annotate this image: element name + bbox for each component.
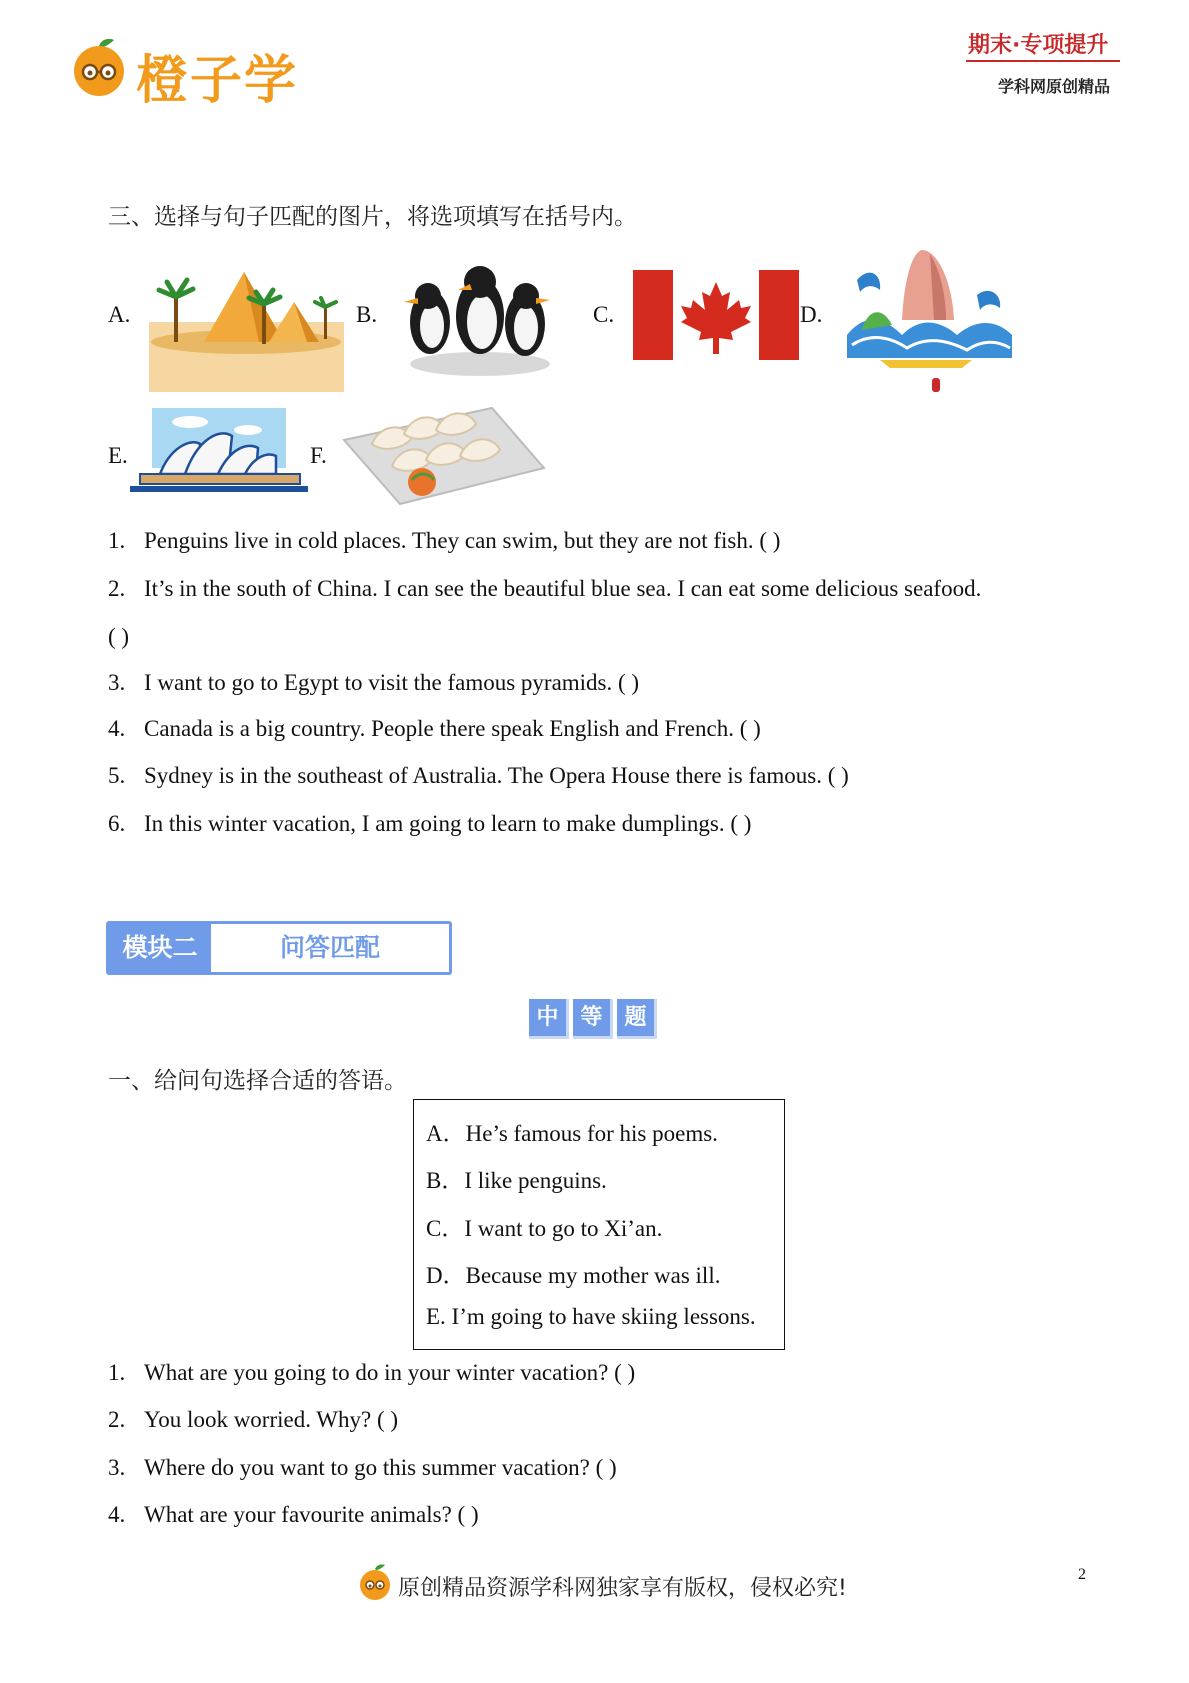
answer-option-a: A．He’s famous for his poems. xyxy=(426,1121,718,1146)
s3-question-1: 1. Penguins live in cold places. They can swim, but they are not fish. ( ) xyxy=(108,528,781,553)
pyramids-icon xyxy=(149,262,344,392)
option-b-letter: B. xyxy=(356,302,378,327)
s3-question-5: 5. Sydney is in the southeast of Australia. The Opera House there is famous. ( ) xyxy=(108,763,849,788)
s3-question-2-blank: ( ) xyxy=(108,624,130,649)
difficulty-char-2: 等 xyxy=(573,999,613,1039)
answer-option-c: C．I want to go to Xi’an. xyxy=(426,1216,663,1241)
seaside-icon xyxy=(842,240,1014,395)
difficulty-char-3: 题 xyxy=(617,999,657,1039)
s3-question-6: 6. In this winter vacation, I am going to learn to make dumplings. ( ) xyxy=(108,811,752,836)
answer-option-e: E. I’m going to have skiing lessons. xyxy=(426,1304,756,1329)
penguins-icon xyxy=(400,252,560,380)
brand-name: 橙子学 xyxy=(136,51,299,111)
module-banner xyxy=(106,921,452,975)
option-a-letter: A. xyxy=(108,302,131,327)
s1-question-4: 4. What are your favourite animals? ( ) xyxy=(108,1502,479,1527)
answer-options-box xyxy=(413,1099,785,1350)
footer-copyright: 原创精品资源学科网独家享有版权，侵权必究! xyxy=(398,1576,847,1601)
s3-question-3: 3. I want to go to Egypt to visit the famous pyramids. ( ) xyxy=(108,670,640,695)
option-c-letter: C. xyxy=(593,302,615,327)
s1-question-2: 2. You look worried. Why? ( ) xyxy=(108,1407,399,1432)
dumplings-icon xyxy=(342,400,546,508)
option-f-letter: F. xyxy=(310,443,327,468)
s1-question-3: 3. Where do you want to go this summer vacation? ( ) xyxy=(108,1455,617,1480)
answer-option-d: D．Because my mother was ill. xyxy=(426,1263,721,1288)
s1-question-1: 1. What are you going to do in your winter vacation? ( ) xyxy=(108,1360,636,1385)
header-divider xyxy=(966,60,1120,62)
header-tag-sub: 学科网原创精品 xyxy=(998,77,1111,96)
brand-logo-icon xyxy=(68,36,130,98)
s3-question-4: 4. Canada is a big country. People there speak English and French. ( ) xyxy=(108,716,761,741)
module-label: 模块二 xyxy=(109,924,211,972)
opera-house-icon xyxy=(130,408,308,500)
option-d-letter: D. xyxy=(800,302,823,327)
difficulty-char-1: 中 xyxy=(529,999,569,1039)
page-number: 2 xyxy=(1078,1566,1086,1583)
section1-heading: 一、给问句选择合适的答语。 xyxy=(108,1068,407,1094)
footer-logo-icon xyxy=(358,1563,392,1601)
canada-flag-icon xyxy=(633,270,799,360)
option-e-letter: E. xyxy=(108,443,128,468)
section3-heading: 三、选择与句子匹配的图片，将选项填写在括号内。 xyxy=(108,204,637,230)
s3-question-2: 2. It’s in the south of China. I can see the beautiful blue sea. I can eat some delicious seafood. xyxy=(108,576,982,601)
answer-option-b: B．I like penguins. xyxy=(426,1168,607,1193)
header-tag-title: 期末·专项提升 xyxy=(968,33,1109,58)
module-title: 问答匹配 xyxy=(279,933,380,962)
